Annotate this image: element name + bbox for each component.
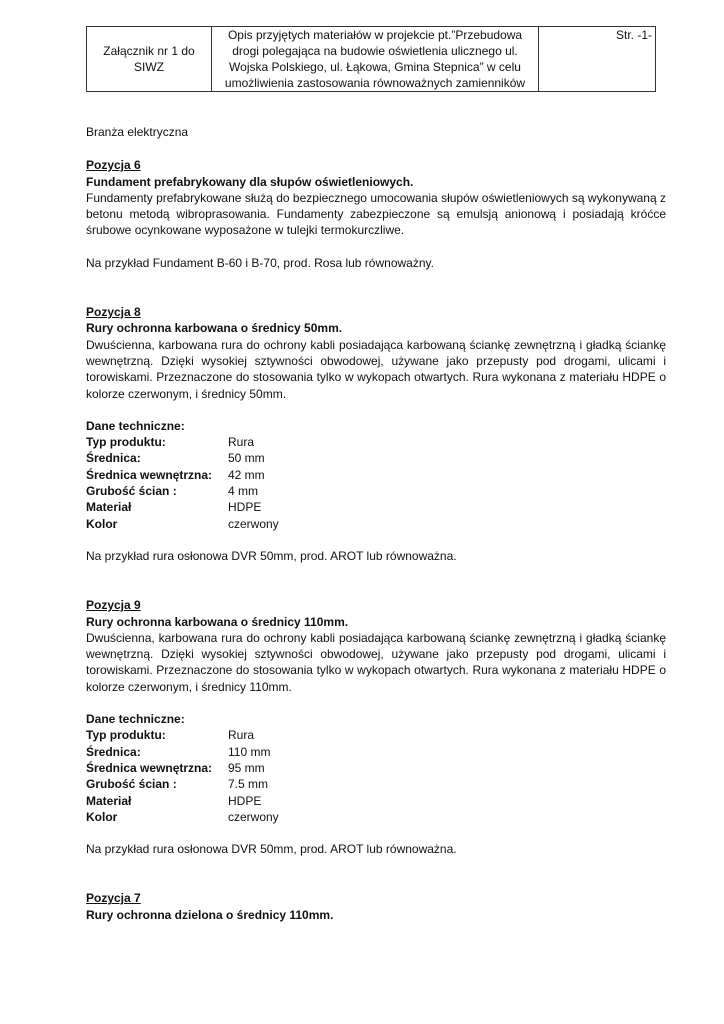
position-example: Na przykład rura osłonowa DVR 50mm, prod. AROT lub równoważna. (86, 842, 457, 857)
spec-value: 7.5 mm (228, 777, 269, 792)
spec-row (86, 809, 279, 825)
spec-row (86, 760, 279, 776)
position-example: Na przykład Fundament B-60 i B-70, prod. Rosa lub równoważny. (86, 255, 434, 270)
annex-cell (87, 27, 212, 92)
document-title-line: drogi polegająca na budowie oświetlenia ulicznego ul. (232, 44, 518, 58)
spec-key: Typ produktu: (86, 435, 166, 450)
spec-heading: Dane techniczne: (86, 418, 185, 433)
position-6 (86, 157, 666, 271)
spec-key: Grubość ścian : (86, 777, 177, 792)
spec-value: HDPE (228, 500, 262, 515)
document-title-line: Wojska Polskiego, ul. Łąkowa, Gmina Stepnica” w celu (229, 60, 521, 74)
section-branza: Branża elektryczna (86, 125, 189, 139)
position-title: Rury ochronna dzielona o średnicy 110mm. (86, 907, 334, 922)
spec-heading: Dane techniczne: (86, 712, 185, 727)
spec-key: Kolor (86, 809, 118, 824)
spec-key: Kolor (86, 516, 118, 531)
position-title: Rury ochronna karbowana o średnicy 50mm. (86, 321, 343, 336)
spec-row (86, 727, 279, 743)
spec-value: 50 mm (228, 451, 265, 466)
spec-value: 110 mm (228, 744, 271, 759)
spec-row (86, 793, 279, 809)
spec-row (86, 776, 279, 792)
position-description: Dwuścienna, karbowana rura do ochrony kabli posiadająca karbowaną ściankę zewnętrzną i gładką ściankę wewnętrzną. Dzięki wysokiej sztywności obwodowej, używane jako przepusty pod drogami, ulicami i torowiskami. Przeznaczone do stosowania tylko w wykopach otwartych. Rura wykonana z materiału HDPE o kolorze czerwonym, i średnicy 50mm. (86, 337, 666, 401)
spec-value: czerwony (228, 809, 279, 824)
spec-value: Rura (228, 728, 255, 743)
spec-key: Materiał (86, 793, 132, 808)
spec-value: 4 mm (228, 484, 258, 499)
spec-row (86, 744, 279, 760)
document-header (86, 26, 656, 92)
spec-value: czerwony (228, 516, 279, 531)
spec-table (86, 727, 279, 825)
position-heading: Pozycja 8 (86, 305, 141, 320)
spec-row (86, 483, 279, 499)
spec-value: HDPE (228, 793, 262, 808)
spec-row (86, 467, 279, 483)
position-description: Fundamenty prefabrykowane służą do bezpiecznego umocowania słupów oświetleniowych są wykonywaną z betonu metodą wibroprasowania. Fundamenty zabezpieczone są emulsją anionową i posiadają króćce śrubowe ocynkowane wyposażone w tulejki termokurczliwe. (86, 190, 666, 238)
position-title: Fundament prefabrykowany dla słupów oświetleniowych. (86, 174, 414, 189)
document-title-line: Opis przyjętych materiałów w projekcie pt.”Przebudowa (227, 28, 523, 42)
annex-label-line2: SIWZ (134, 60, 164, 74)
position-title: Rury ochronna karbowana o średnicy 110mm. (86, 614, 349, 629)
position-9 (86, 597, 666, 857)
document-body (86, 124, 666, 923)
position-description: Dwuścienna, karbowana rura do ochrony kabli posiadająca karbowaną ściankę zewnętrzną i gładką ściankę wewnętrzną. Dzięki wysokiej sztywności obwodowej, używane jako przepusty pod drogami, ulicami i torowiskami. Przeznaczone do stosowania tylko w wykopach otwartych. Rura wykonana z materiału HDPE o kolorze czerwonym, i średnicy 110mm. (86, 630, 666, 694)
spec-row (86, 450, 279, 466)
document-title-line: umożliwienia zastosowania równoważnych zamienników (224, 76, 526, 90)
spec-key: Typ produktu: (86, 728, 166, 743)
position-example: Na przykład rura osłonowa DVR 50mm, prod. AROT lub równoważna. (86, 548, 457, 563)
position-heading: Pozycja 6 (86, 158, 141, 173)
spec-row (86, 499, 279, 515)
position-heading: Pozycja 7 (86, 891, 141, 906)
spec-key: Grubość ścian : (86, 484, 177, 499)
annex-label-line1: Załącznik nr 1 do (103, 44, 195, 58)
spec-key: Średnica wewnętrzna: (86, 760, 213, 775)
page-number: Str. -1- (539, 27, 656, 92)
document-title-cell (212, 27, 539, 92)
spec-value: 42 mm (228, 467, 265, 482)
spec-table (86, 434, 279, 532)
spec-key: Materiał (86, 500, 132, 515)
spec-value: Rura (228, 435, 255, 450)
position-heading: Pozycja 9 (86, 598, 141, 613)
spec-key: Średnica: (86, 744, 141, 759)
spec-value: 95 mm (228, 760, 265, 775)
spec-row (86, 434, 279, 450)
spec-key: Średnica wewnętrzna: (86, 467, 213, 482)
position-7 (86, 890, 666, 923)
spec-key: Średnica: (86, 451, 141, 466)
spec-row (86, 516, 279, 532)
position-8 (86, 304, 666, 564)
